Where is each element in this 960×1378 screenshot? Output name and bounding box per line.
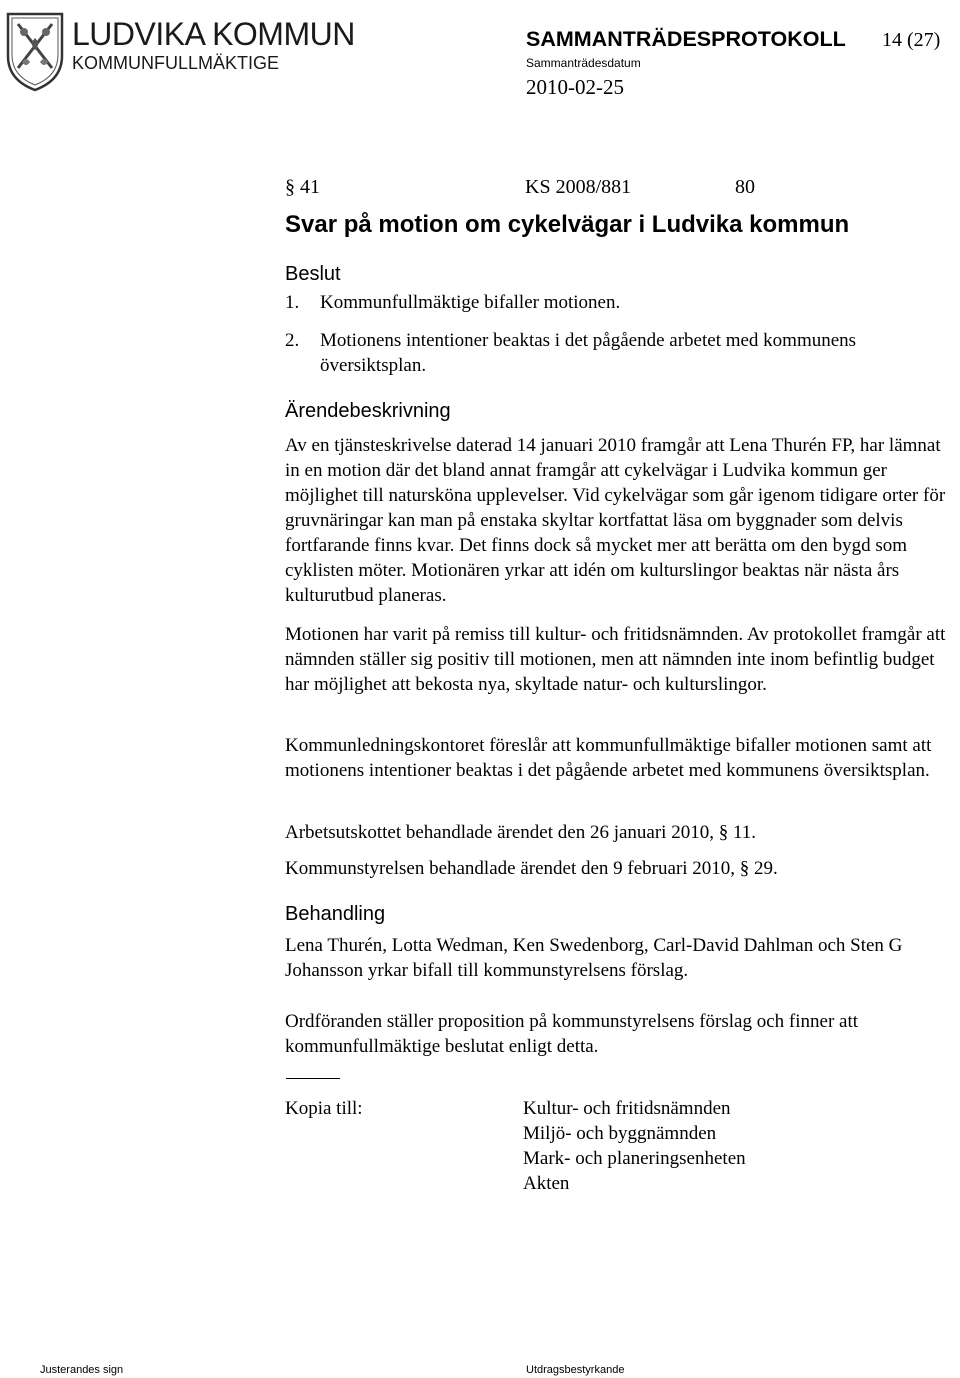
list-item-number: 1. [285, 292, 300, 313]
copy-to-label: Kopia till: [285, 1098, 363, 1119]
list-item: Mark- och planeringsenheten [523, 1148, 746, 1169]
section-number: § 41 [285, 176, 320, 198]
divider [286, 1078, 340, 1079]
list-item-text: Kommunfullmäktige bifaller motionen. [320, 292, 621, 313]
reference-number: 80 [735, 176, 755, 198]
list-item: Akten [523, 1173, 570, 1194]
coat-of-arms-icon [4, 8, 66, 92]
case-number: KS 2008/881 [525, 176, 632, 198]
list-item-text: Motionens intentioner beaktas i det pågående arbetet med kommunens översiktsplan. [320, 330, 857, 376]
paragraph: Kommunstyrelsen behandlade ärendet den 9 februari 2010, § 29. [285, 858, 778, 879]
page-number: 14 (27) [882, 29, 941, 51]
paragraph: Kommunledningskontoret föreslår att kommunfullmäktige bifaller motionen samt att motionens intentioner beaktas i det pågående arbetet med kommunens översiktsplan. [285, 735, 932, 781]
document-type: SAMMANTRÄDESPROTOKOLL [526, 27, 846, 51]
paragraph: Av en tjänsteskrivelse daterad 14 januari 2010 framgår att Lena Thurén FP, har lämnat in en motion där det bland annat framgår att cykelvägar i Ludvika kommun ger möjlighet till natursköna upplevelser. Vid cykelvägar som går igenom tidigare orter för gruvnäringar kan man på enstaka skyltar kortfattat läsa om byggnader som delvis fortfarande finns kvar. Det finns dock så mycket mer att berätta om den bygd som cyklisten möter. Motionären yrkar att idén om kulturslingor beaktas när nästa års kulturutbud planeras. [285, 435, 946, 606]
list-item: Kultur- och fritidsnämnden [523, 1098, 731, 1119]
copy-to-list [523, 1096, 746, 1196]
paragraph: Arbetsutskottet behandlade ärendet den 26 januari 2010, § 11. [285, 822, 756, 843]
paragraph: Lena Thurén, Lotta Wedman, Ken Swedenborg, Carl-David Dahlman och Sten G Johansson yrkar bifall till kommunstyrelsens förslag. [285, 935, 903, 981]
list-item: Miljö- och byggnämnden [523, 1123, 717, 1144]
signature-label: Justerandes sign [40, 1364, 124, 1376]
list-item-number: 2. [285, 330, 300, 351]
meeting-date: 2010-02-25 [526, 75, 624, 99]
behandling-heading: Behandling [285, 903, 386, 925]
arende-heading: Ärendebeskrivning [285, 400, 451, 422]
beslut-heading: Beslut [285, 263, 341, 285]
department-name: KOMMUNFULLMÄKTIGE [72, 53, 280, 73]
paragraph: Ordföranden ställer proposition på kommunstyrelsens förslag och finner att kommunfullmäktige beslutat enligt detta. [285, 1011, 859, 1057]
paragraph: Motionen har varit på remiss till kultur- och fritidsnämnden. Av protokollet framgår att nämnden ställer sig positiv till motionen, men att nämnden inte inom befintlig budget har möjlighet att bekosta nya, skyltade natur- och kulturslingor. [285, 624, 946, 695]
organization-name: LUDVIKA KOMMUN [72, 16, 355, 52]
meeting-date-label: Sammanträdesdatum [526, 56, 641, 70]
page-title: Svar på motion om cykelvägar i Ludvika kommun [285, 211, 850, 238]
certification-label: Utdragsbestyrkande [526, 1364, 625, 1376]
